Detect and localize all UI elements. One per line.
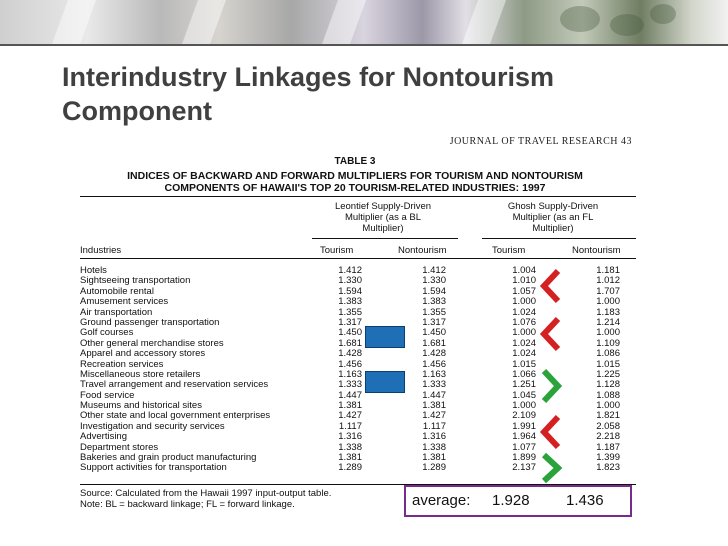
cell-bl-n: 1.681 bbox=[422, 337, 446, 349]
average-label: average: bbox=[412, 492, 471, 509]
cell-bl-n: 1.428 bbox=[422, 348, 446, 360]
leontief-group-header: Leontief Supply-Driven Multiplier (as a BL Multiplier) bbox=[334, 201, 432, 234]
cell-fl-t: 1.015 bbox=[512, 358, 536, 370]
cell-bl-t: 1.381 bbox=[338, 400, 362, 412]
cell-bl-n: 1.289 bbox=[422, 462, 446, 474]
cell-bl-n: 1.456 bbox=[422, 358, 446, 370]
industry-name: Museums and historical sites bbox=[80, 400, 202, 412]
industry-name: Hotels bbox=[80, 265, 107, 276]
cell-fl-n: 1.000 bbox=[596, 327, 620, 339]
cell-bl-n: 1.333 bbox=[422, 379, 446, 391]
industry-name: Support activities for transportation bbox=[80, 462, 227, 474]
cell-bl-t: 1.316 bbox=[338, 431, 362, 443]
cell-fl-t: 1.899 bbox=[512, 452, 536, 464]
cell-fl-n: 1.086 bbox=[596, 348, 620, 360]
cell-bl-t: 1.163 bbox=[338, 368, 362, 380]
col-bl-tourism: Tourism bbox=[320, 245, 354, 256]
cell-bl-t: 1.412 bbox=[338, 265, 362, 276]
abbreviation-note: Note: BL = backward linkage; FL = forward linkage. bbox=[80, 499, 295, 510]
cell-fl-n: 1.187 bbox=[596, 441, 620, 453]
cell-fl-n: 1.000 bbox=[596, 296, 620, 308]
journal-header: JOURNAL OF TRAVEL RESEARCH 43 bbox=[449, 136, 632, 147]
cell-bl-t: 1.381 bbox=[338, 452, 362, 464]
industry-name: Other state and local government enterprises bbox=[80, 410, 271, 422]
cell-fl-t: 1.045 bbox=[512, 389, 536, 401]
industry-name: Bakeries and grain product manufacturing bbox=[80, 452, 257, 464]
cell-fl-n: 1.181 bbox=[596, 265, 620, 276]
cell-fl-t: 1.077 bbox=[512, 441, 536, 453]
cell-bl-n: 1.117 bbox=[422, 420, 446, 432]
cell-fl-n: 1.012 bbox=[596, 275, 620, 287]
cell-fl-t: 1.057 bbox=[512, 285, 536, 297]
table-top-rule bbox=[80, 196, 636, 197]
highlight-box-golf-courses bbox=[365, 326, 405, 348]
cell-fl-n: 1.214 bbox=[596, 316, 620, 328]
cell-fl-n: 2.218 bbox=[596, 431, 620, 443]
table-heading-line-1: INDICES OF BACKWARD AND FORWARD MULTIPLIERS FOR TOURISM AND NONTOURISM bbox=[127, 170, 583, 182]
cell-fl-n: 1.000 bbox=[596, 400, 620, 412]
cell-fl-t: 1.024 bbox=[512, 337, 536, 349]
industry-name: Other general merchandise stores bbox=[80, 337, 224, 349]
col-fl-tourism: Tourism bbox=[492, 245, 526, 256]
cell-bl-t: 1.428 bbox=[338, 348, 362, 360]
cell-bl-n: 1.427 bbox=[422, 410, 446, 422]
cell-fl-t: 1.066 bbox=[512, 368, 536, 380]
cell-bl-t: 1.289 bbox=[338, 462, 362, 474]
cell-fl-n: 2.058 bbox=[596, 420, 620, 432]
cell-bl-t: 1.338 bbox=[338, 441, 362, 453]
source-note: Source: Calculated from the Hawaii 1997 input-output table. bbox=[80, 488, 332, 499]
cell-fl-n: 1.707 bbox=[596, 285, 620, 297]
cell-bl-t: 1.317 bbox=[338, 316, 362, 328]
industry-name: Sightseeing transportation bbox=[80, 275, 191, 287]
cell-fl-t: 1.000 bbox=[512, 327, 536, 339]
cell-fl-t: 2.109 bbox=[512, 410, 536, 422]
cell-bl-t: 1.456 bbox=[338, 358, 362, 370]
industry-name: Investigation and security services bbox=[80, 420, 225, 432]
cell-fl-n: 1.109 bbox=[596, 337, 620, 349]
industry-name: Automobile rental bbox=[80, 285, 154, 297]
ghosh-group-header: Ghosh Supply-Driven Multiplier (as an FL Multiplier) bbox=[507, 201, 599, 234]
cell-bl-n: 1.383 bbox=[422, 296, 446, 308]
average-tourism-value: 1.928 bbox=[492, 492, 530, 509]
cell-bl-n: 1.163 bbox=[422, 368, 446, 380]
cell-bl-n: 1.338 bbox=[422, 441, 446, 453]
cell-fl-n: 1.128 bbox=[596, 379, 620, 391]
col-bl-nontourism: Nontourism bbox=[398, 245, 447, 256]
cell-bl-n: 1.355 bbox=[422, 306, 446, 318]
decorative-banner bbox=[0, 0, 728, 44]
cell-bl-t: 1.355 bbox=[338, 306, 362, 318]
left-chevron-red-icon bbox=[538, 268, 564, 304]
header-rule bbox=[80, 258, 636, 259]
industry-name: Travel arrangement and reservation services bbox=[80, 379, 269, 391]
banner-divider bbox=[0, 44, 728, 46]
industry-name: Recreation services bbox=[80, 358, 164, 370]
cell-fl-n: 1.821 bbox=[596, 410, 620, 422]
cell-fl-t: 1.004 bbox=[512, 265, 536, 276]
cell-bl-t: 1.427 bbox=[338, 410, 362, 422]
industry-name: Advertising bbox=[80, 431, 127, 443]
cell-bl-t: 1.117 bbox=[338, 420, 362, 432]
col-industries: Industries bbox=[80, 245, 122, 256]
cell-fl-t: 1.251 bbox=[512, 379, 536, 391]
leontief-group-rule bbox=[312, 238, 458, 239]
cell-fl-t: 1.991 bbox=[512, 420, 536, 432]
cell-fl-t: 1.024 bbox=[512, 348, 536, 360]
highlight-box-miscellaneous-stores bbox=[365, 371, 405, 393]
industry-name: Food service bbox=[80, 389, 135, 401]
cell-bl-n: 1.317 bbox=[422, 316, 446, 328]
left-chevron-red-icon bbox=[538, 316, 564, 352]
cell-fl-t: 1.010 bbox=[512, 275, 536, 287]
table-notes bbox=[80, 488, 331, 510]
right-chevron-green-icon bbox=[538, 452, 564, 484]
average-nontourism-value: 1.436 bbox=[566, 492, 604, 509]
cell-bl-t: 1.594 bbox=[338, 285, 362, 297]
cell-fl-n: 1.823 bbox=[596, 462, 620, 474]
cell-fl-n: 1.225 bbox=[596, 368, 620, 380]
cell-fl-n: 1.015 bbox=[596, 358, 620, 370]
cell-bl-t: 1.681 bbox=[338, 337, 362, 349]
cell-bl-n: 1.381 bbox=[422, 452, 446, 464]
cell-bl-t: 1.450 bbox=[338, 327, 362, 339]
ghosh-group-rule bbox=[482, 238, 636, 239]
cell-bl-n: 1.412 bbox=[422, 265, 446, 276]
slide-title: Interindustry Linkages for Nontourism Component bbox=[62, 62, 555, 126]
cell-bl-t: 1.383 bbox=[338, 296, 362, 308]
industry-name: Ground passenger transportation bbox=[80, 316, 220, 328]
cell-fl-n: 1.088 bbox=[596, 389, 620, 401]
cell-bl-t: 1.447 bbox=[338, 389, 362, 401]
cell-fl-n: 1.183 bbox=[596, 306, 620, 318]
industry-name: Golf courses bbox=[80, 327, 134, 339]
industry-name: Department stores bbox=[80, 441, 159, 453]
cell-bl-n: 1.381 bbox=[422, 400, 446, 412]
cell-bl-t: 1.330 bbox=[338, 275, 362, 287]
cell-bl-n: 1.316 bbox=[422, 431, 446, 443]
cell-bl-n: 1.450 bbox=[422, 327, 446, 339]
table-label: TABLE 3 bbox=[334, 156, 376, 167]
cell-bl-n: 1.594 bbox=[422, 285, 446, 297]
average-callout bbox=[404, 485, 632, 517]
industry-name: Apparel and accessory stores bbox=[80, 348, 206, 360]
cell-bl-n: 1.447 bbox=[422, 389, 446, 401]
table-heading-line-2: COMPONENTS OF HAWAII'S TOP 20 TOURISM-RELATED INDUSTRIES: 1997 bbox=[164, 182, 546, 194]
cell-bl-n: 1.330 bbox=[422, 275, 446, 287]
cell-fl-t: 1.076 bbox=[512, 316, 536, 328]
industry-name: Miscellaneous store retailers bbox=[80, 368, 201, 380]
cell-fl-n: 1.399 bbox=[596, 452, 620, 464]
cell-bl-t: 1.333 bbox=[338, 379, 362, 391]
industry-name: Amusement services bbox=[80, 296, 169, 308]
cell-fl-t: 2.137 bbox=[512, 462, 536, 474]
cell-fl-t: 1.964 bbox=[512, 431, 536, 443]
cell-fl-t: 1.024 bbox=[512, 306, 536, 318]
left-chevron-red-icon bbox=[538, 414, 564, 450]
col-fl-nontourism: Nontourism bbox=[572, 245, 621, 256]
right-chevron-green-icon bbox=[538, 368, 564, 404]
cell-fl-t: 1.000 bbox=[512, 400, 536, 412]
industry-name: Air transportation bbox=[80, 306, 153, 318]
cell-fl-t: 1.000 bbox=[512, 296, 536, 308]
